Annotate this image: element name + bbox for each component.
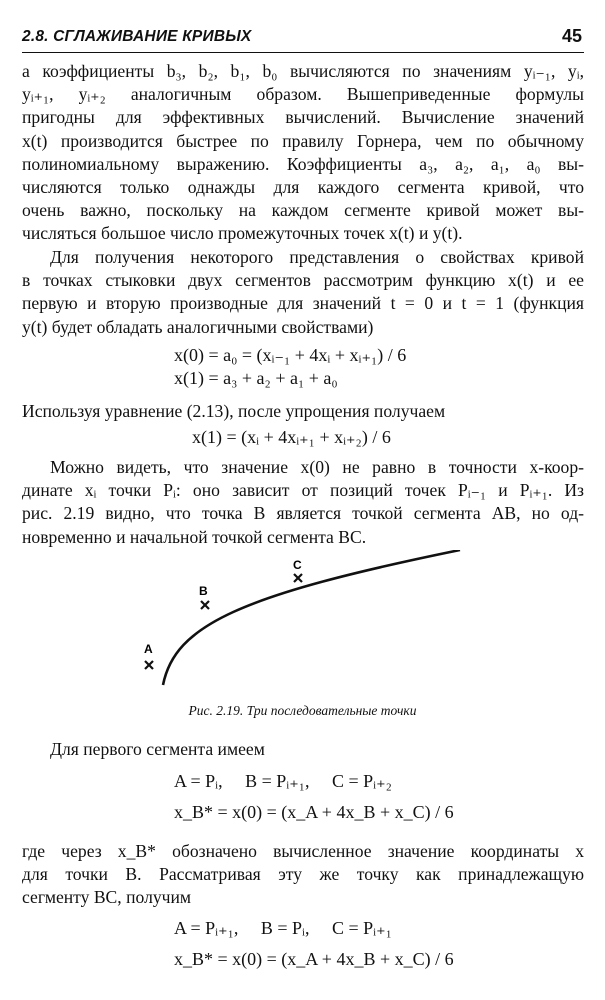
formula-second-segment (174, 913, 454, 975)
paragraph-first-segment (22, 738, 584, 761)
text-line: пригодны для эффективных вычислений. Вычисление значений (22, 107, 584, 128)
text-line: рис. 2.19 видно, что точка B является точкой сегмента AB, но од- (22, 503, 584, 524)
text-line: yᵢ₊₁, yᵢ₊₂ аналогичным образом. Вышеприведенные формулы (22, 84, 584, 105)
text-line: где через x_B* обозначено вычисленное значение координаты x (22, 841, 584, 861)
figure-caption: Рис. 2.19. Три последовательные точки (188, 703, 417, 718)
text-line: Для первого сегмента имеем (50, 739, 265, 759)
formula-line: A = Pᵢ, B = Pᵢ₊₁, C = Pᵢ₊₂ (174, 771, 392, 791)
text-line: числяться большое число промежуточных точек x(t) и y(t). (22, 223, 463, 244)
text-line: для точки B. Рассматривая эту же точку как принадлежащую (22, 864, 584, 885)
text-line: Используя уравнение (2.13), после упрощения получаем (22, 401, 446, 421)
paragraph-derivatives (22, 246, 584, 339)
text-line: Для получения некоторого представления о свойствах кривой (50, 247, 584, 267)
paragraph-where (22, 840, 584, 910)
formula-line: x_B* = x(0) = (x_A + 4x_B + x_C) / 6 (174, 949, 454, 969)
formula-line: x(0) = a₀ = (xᵢ₋₁ + 4xᵢ + xᵢ₊₁) / 6 (174, 345, 407, 365)
text-line: динате xᵢ точки Pᵢ: оно зависит от позиций точек Pᵢ₋₁ и Pᵢ₊₁. Из (22, 480, 584, 501)
formula-line: x(1) = a₃ + a₂ + a₁ + a₀ (174, 368, 338, 388)
formula-first-segment (174, 766, 454, 828)
text-line: Можно видеть, что значение x(0) не равно в точности x-коор- (50, 457, 584, 477)
section-title: 2.8. СГЛАЖИВАНИЕ КРИВЫХ (22, 28, 252, 45)
text-line: полиномиальному выражению. Коэффициенты a₃, a₂, a₁, a₀ вы- (22, 153, 584, 174)
page-number: 45 (561, 26, 582, 46)
text-line: в точках стыковки двух сегментов рассмотрим функцию x(t) и ее (22, 270, 584, 291)
formula-line: x_B* = x(0) = (x_A + 4x_B + x_C) / 6 (174, 802, 454, 822)
paragraph-observation (22, 456, 584, 549)
formula-line: A = Pᵢ₊₁, B = Pᵢ, C = Pᵢ₊₁ (174, 918, 392, 938)
formula-line: x(1) = (xᵢ + 4xᵢ₊₁ + xᵢ₊₂) / 6 (192, 427, 391, 447)
point-b-marker (201, 601, 209, 609)
point-a-marker (145, 661, 153, 669)
paragraph-using-equation (22, 400, 584, 423)
paragraph-coefficients (22, 60, 584, 246)
point-c-label: C (293, 558, 302, 572)
text-line: новременно и начальной точкой сегмента BC. (22, 526, 367, 547)
text-line: первую и вторую производные для значений t = 0 и t = 1 (функция (22, 293, 584, 314)
text-line: y(t) будет обладать аналогичными свойствами) (22, 316, 374, 337)
curve-line (163, 550, 460, 685)
running-header (22, 26, 584, 53)
point-a-label: A (144, 642, 153, 656)
point-c-marker (294, 574, 302, 582)
formula-x0-x1 (174, 344, 406, 390)
text-line: x(t) производится быстрее по правилу Горнера, чем по обычному (22, 130, 584, 151)
text-line: а коэффициенты b₃, b₂, b₁, b₀ вычисляются по значениям yᵢ₋₁, yᵢ, (22, 61, 584, 81)
point-b-label: B (199, 584, 208, 598)
text-line: сегменту BC, получим (22, 887, 192, 908)
figure-three-points (130, 550, 470, 690)
text-line: числяются только однажды для каждого сегмента кривой, что (22, 177, 584, 198)
text-line: очень важно, поскольку на каждом сегменте кривой может вы- (22, 200, 584, 221)
formula-x1-simplified (192, 426, 391, 449)
